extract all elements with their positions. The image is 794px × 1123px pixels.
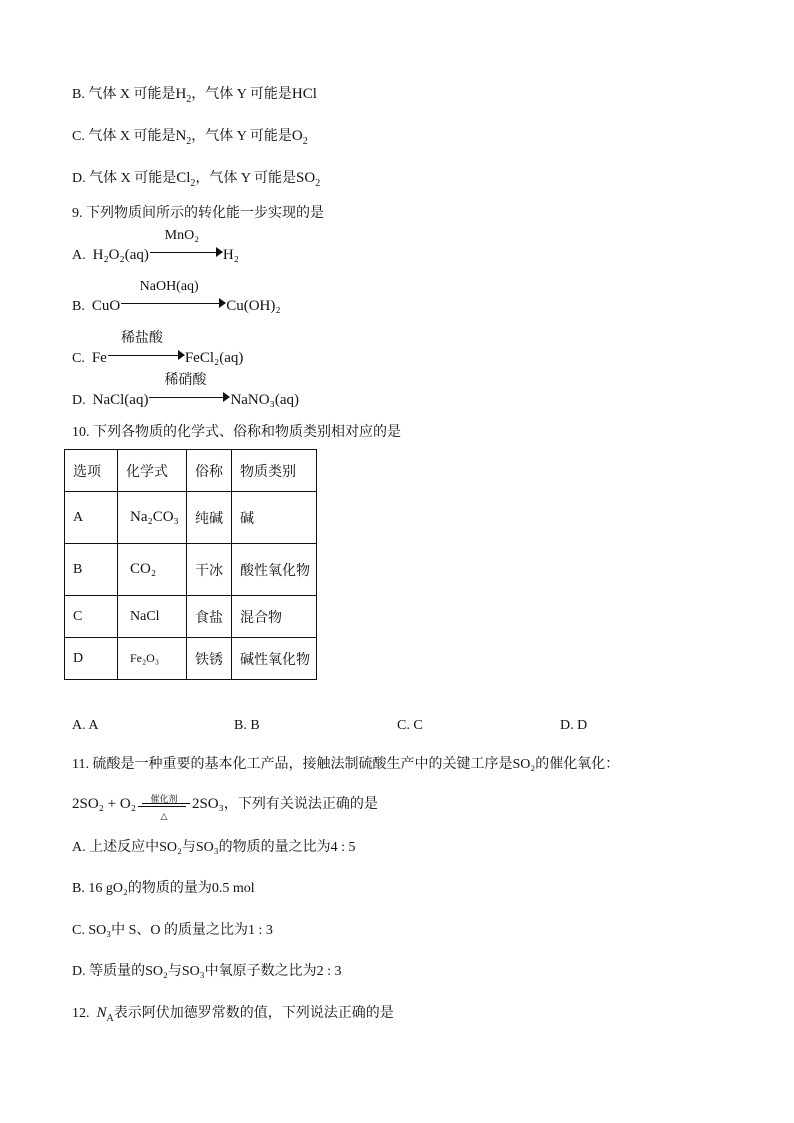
q10-option-b: B. B	[234, 718, 260, 733]
table-row: A Na₂CO₃ 纯碱 碱	[65, 492, 317, 544]
q11-equation: 2SO₂ + O₂ 催化剂 △ 2SO₃，下列有关说法正确的是	[72, 794, 378, 821]
q11-stem: 11. 硫酸是一种重要的基本化工产品，接触法制硫酸生产中的关键工序是SO₂的催化氧化：	[72, 757, 620, 772]
equilibrium-arrow: 催化剂 △	[138, 794, 190, 814]
q10-option-c: C. C	[397, 718, 423, 733]
q11-option-d: D. 等质量的SO₂与SO₃中氧原子数之比为2 : 3	[72, 964, 342, 979]
q9-a-reactant: H₂O₂(aq)	[92, 247, 149, 263]
avogadro-symbol: N	[96, 1005, 107, 1021]
q12-stem: 12. $N_A$表示阿伏加德罗常数的值，下列说法正确的是	[72, 1005, 394, 1024]
q11-option-b: B. 16 gO₂的物质的量为0.5 mol	[72, 881, 255, 896]
reaction-arrow: NaOH(aq)	[121, 294, 225, 310]
q10-table	[64, 449, 317, 680]
reaction-arrow: MnO₂	[150, 243, 222, 259]
table-row: C NaCl 食盐 混合物	[65, 596, 317, 638]
q8-b-text: B. 气体 X 可能是	[72, 87, 176, 102]
q9-option-a: A. H₂O₂(aq) MnO₂ H₂	[72, 228, 239, 263]
table-row: D Fe₂O₃ 铁锈 碱性氧化物	[65, 638, 317, 680]
table-row: B CO₂ 干冰 酸性氧化物	[65, 544, 317, 596]
q8-b-x: H	[175, 86, 187, 102]
q11-option-c: C. SO₃中 S、O 的质量之比为1 : 3	[72, 923, 273, 938]
q9-stem: 9. 下列物质间所示的转化能一步实现的是	[72, 206, 324, 221]
q10-option-a: A. A	[72, 718, 99, 733]
q10-stem: 10. 下列各物质的化学式、俗称和物质类别相对应的是	[72, 425, 401, 440]
q10-option-d: D. D	[560, 718, 588, 733]
reaction-arrow: 稀硝酸	[149, 388, 229, 404]
q9-a-product: H₂	[222, 247, 239, 263]
reaction-arrow: 稀盐酸	[108, 346, 184, 362]
q11-option-a: A. 上述反应中SO₂与SO₃的物质的量之比为4 : 5	[72, 840, 356, 855]
q8-b-y: HCl	[291, 86, 317, 102]
q9-option-c: C. Fe 稀盐酸 FeCl₂(aq)	[72, 331, 244, 366]
q8-option-b: B. 气体 X 可能是$H_2$，气体 Y 可能是HCl	[72, 86, 317, 105]
q8-option-c: C. 气体 X 可能是$N_2$，气体 Y 可能是$O_2$	[72, 128, 308, 147]
q8-option-d: D. 气体 X 可能是$Cl_2$，气体 Y 可能是$SO_2$	[72, 170, 321, 189]
table-header-row: 选项 化学式 俗称 物质类别	[65, 450, 317, 492]
q9-option-d: D. NaCl(aq) 稀硝酸 NaNO₃(aq)	[72, 373, 299, 408]
q9-option-b: B. CuO NaOH(aq) Cu(OH)₂	[72, 279, 281, 314]
